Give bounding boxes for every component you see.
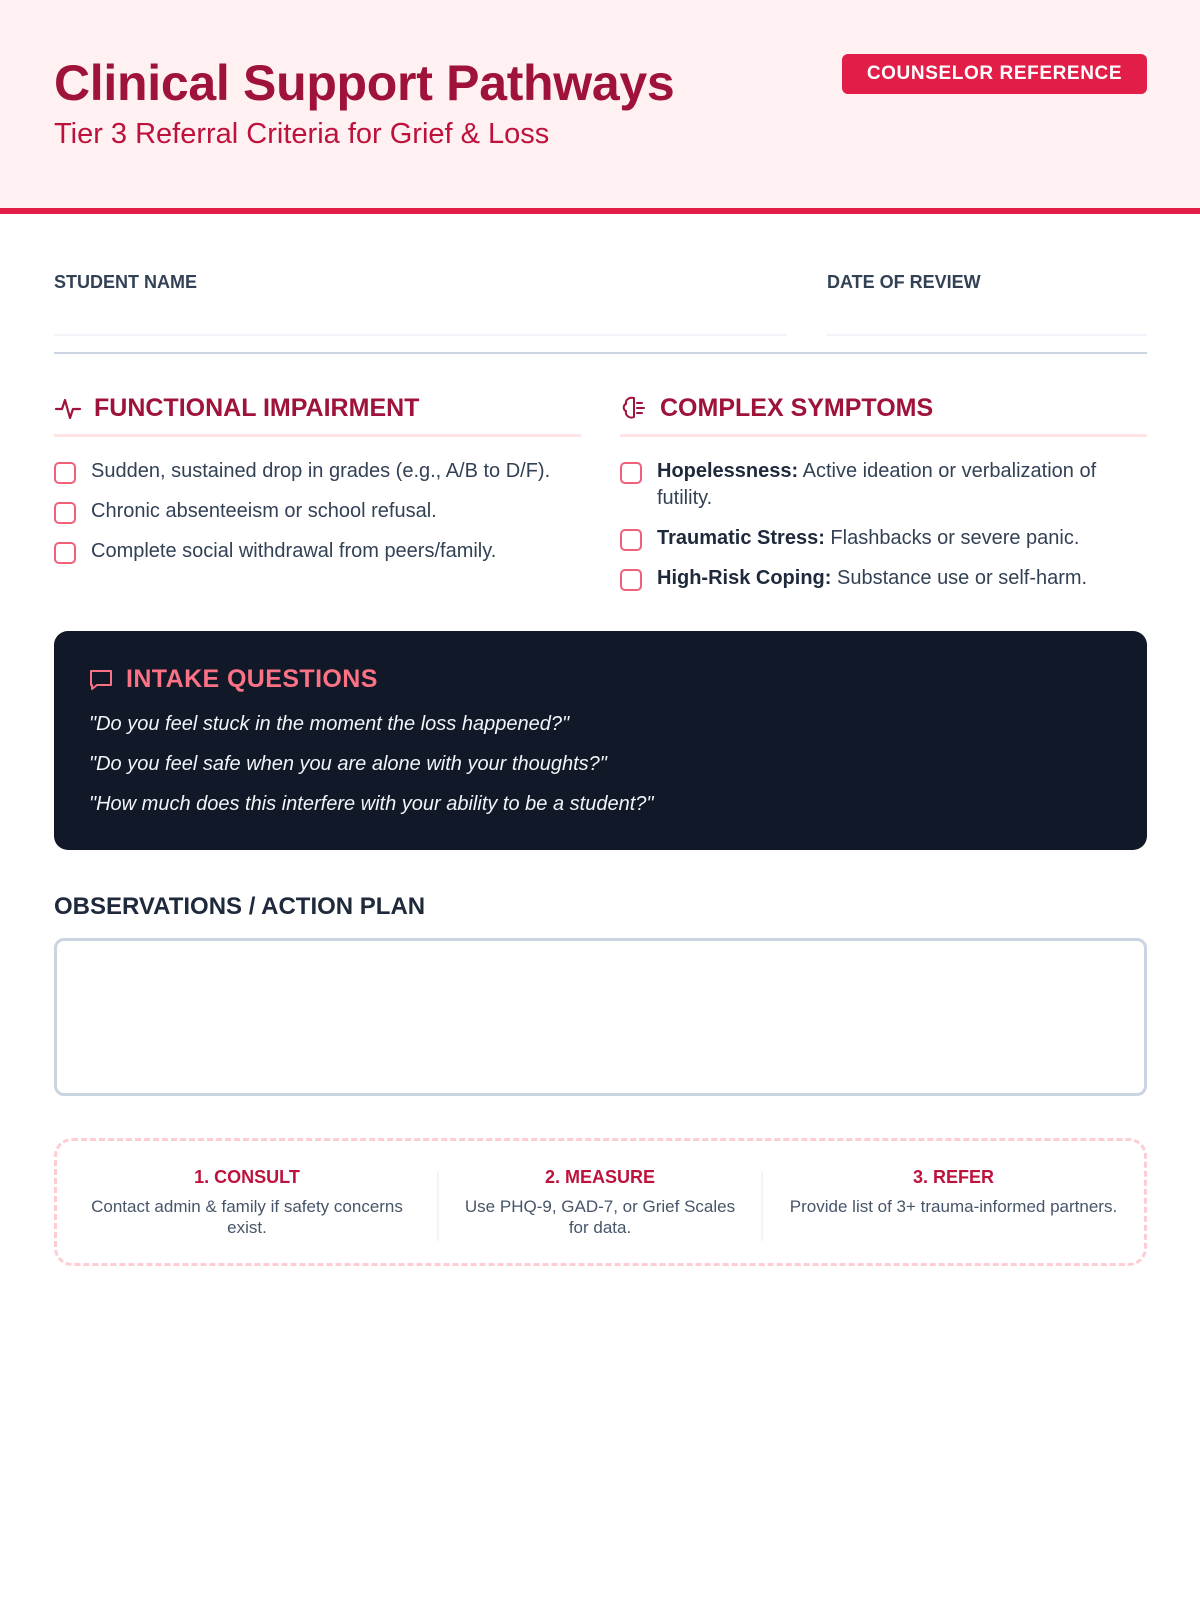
list-item	[54, 538, 594, 565]
list-item-term: High-Risk Coping:	[657, 567, 832, 589]
step-consult	[57, 1141, 437, 1263]
intake-questions-panel	[54, 631, 1147, 850]
intake-question: "Do you feel safe when you are alone with your thoughts?"	[89, 753, 607, 775]
student-name-field[interactable]	[54, 334, 787, 336]
list-item	[54, 498, 594, 525]
step-description: Use PHQ-9, GAD-7, or Grief Scales for data.	[464, 1197, 736, 1237]
list-item-text: Sudden, sustained drop in grades (e.g., A/B to D/F).	[91, 460, 551, 482]
functional-impairment-header	[54, 394, 581, 437]
list-item	[620, 525, 1147, 552]
list-item-term: Hopelessness:	[657, 460, 799, 482]
speech-bubble-icon	[88, 667, 114, 693]
intake-question: "Do you feel stuck in the moment the loss happened?"	[89, 713, 570, 735]
complex-symptoms-list	[620, 458, 1147, 605]
list-item-text: Flashbacks or severe panic.	[824, 527, 1080, 549]
referral-steps	[54, 1138, 1147, 1266]
checkbox[interactable]	[620, 569, 642, 591]
page-subtitle: Tier 3 Referral Criteria for Grief & Loss	[54, 118, 550, 150]
list-item	[620, 565, 1147, 592]
date-of-review-label: DATE OF REVIEW	[827, 272, 981, 292]
step-refer	[763, 1141, 1144, 1263]
step-description: Contact admin & family if safety concerns exist.	[91, 1197, 403, 1237]
list-item-text: Substance use or self-harm.	[831, 567, 1088, 589]
page-header	[0, 0, 1200, 214]
checkbox[interactable]	[620, 529, 642, 551]
checkbox[interactable]	[54, 502, 76, 524]
student-name-label: STUDENT NAME	[54, 272, 197, 292]
counselor-reference-badge: COUNSELOR REFERENCE	[842, 54, 1147, 94]
complex-symptoms-header	[620, 394, 1147, 437]
list-item-text: Chronic absenteeism or school refusal.	[91, 500, 437, 522]
list-item-text: Complete social withdrawal from peers/family.	[91, 540, 497, 562]
step-measure	[439, 1141, 761, 1263]
observations-title: OBSERVATIONS / ACTION PLAN	[54, 893, 426, 920]
checkbox[interactable]	[620, 462, 642, 484]
date-of-review-field[interactable]	[827, 334, 1147, 336]
step-title: 2. MEASURE	[544, 1167, 656, 1187]
observations-textarea[interactable]	[54, 938, 1147, 1096]
intake-questions-header	[88, 665, 378, 694]
step-title: 3. REFER	[912, 1167, 995, 1187]
functional-impairment-list	[54, 458, 594, 578]
list-item	[620, 458, 1147, 512]
intake-questions-title: INTAKE QUESTIONS	[126, 665, 378, 693]
list-item-text: Active ideation or verbalization of futility.	[657, 460, 1097, 509]
step-description: Provide list of 3+ trauma-informed partners.	[789, 1197, 1118, 1216]
page-title: Clinical Support Pathways	[54, 55, 675, 111]
brain-icon	[620, 394, 648, 422]
list-item	[54, 458, 594, 485]
pulse-icon	[54, 394, 82, 422]
checkbox[interactable]	[54, 462, 76, 484]
list-item-term: Traumatic Stress:	[657, 527, 825, 549]
step-title: 1. CONSULT	[194, 1167, 300, 1187]
functional-impairment-title: FUNCTIONAL IMPAIRMENT	[94, 394, 420, 422]
complex-symptoms-title: COMPLEX SYMPTOMS	[660, 394, 934, 422]
divider	[54, 352, 1147, 354]
checkbox[interactable]	[54, 542, 76, 564]
intake-question: "How much does this interfere with your ability to be a student?"	[89, 793, 654, 815]
